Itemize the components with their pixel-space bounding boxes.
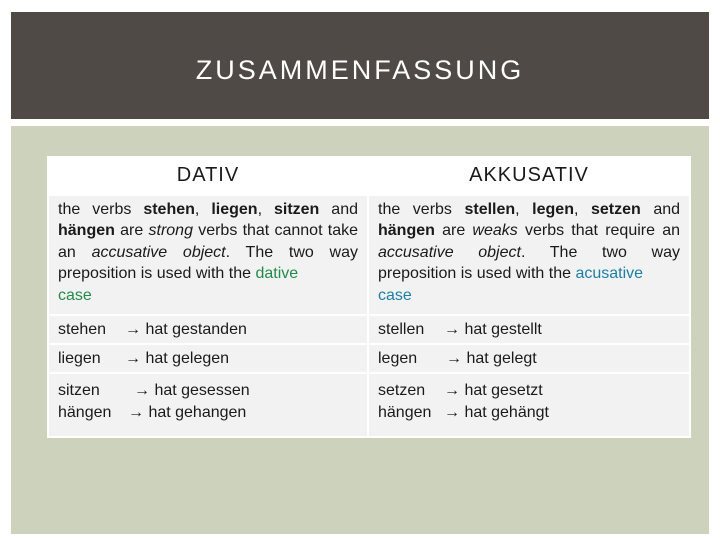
verb: setzen: [378, 382, 426, 400]
title-bar: [11, 12, 709, 119]
perfect-form: → hat gestanden: [125, 320, 247, 338]
verb: legen: [378, 349, 418, 367]
verb: stellen: [378, 320, 425, 338]
header-akkusativ: AKKUSATIV: [369, 158, 689, 194]
verb: stehen: [58, 320, 107, 338]
perfect-form: → hat gehängt: [444, 403, 549, 421]
verb-row-last: [49, 374, 689, 436]
dative-word: dative: [255, 265, 299, 283]
accusative-case-word: case: [378, 286, 412, 304]
akkusativ-cell: [369, 316, 689, 343]
perfect-form: → hat gelegen: [125, 349, 230, 367]
dativ-description: the verbs stehen, liegen, sitzen and hängen are strong verbs that cannot take an accusative object. The two way preposition is used with the dative case: [49, 196, 367, 314]
perfect-form: → hat gehangen: [128, 403, 247, 421]
verb: hängen: [58, 403, 112, 421]
dative-case-word: case: [58, 286, 92, 304]
perfect-form: → hat gestellt: [444, 320, 542, 338]
verb: hängen: [378, 403, 432, 421]
verb-row: [49, 345, 689, 372]
dativ-cell: [49, 345, 367, 372]
verb: liegen: [58, 349, 101, 367]
perfect-form: → hat gelegt: [446, 349, 537, 367]
verb: sitzen: [58, 382, 100, 400]
header-row: [49, 158, 689, 194]
verb-row: [49, 316, 689, 343]
akkusativ-cell: [369, 345, 689, 372]
slide-title: ZUSAMMENFASSUNG: [195, 55, 525, 85]
perfect-form: → hat gesessen: [134, 382, 250, 400]
dativ-cell: [49, 316, 367, 343]
dativ-cell: [49, 374, 367, 436]
akkusativ-cell: [369, 374, 689, 436]
perfect-form: → hat gesetzt: [444, 382, 543, 400]
description-row: [49, 196, 689, 314]
grammar-table: [47, 156, 691, 438]
accusative-word: acusative: [575, 265, 644, 283]
header-dativ: DATIV: [49, 158, 367, 194]
akkusativ-description: the verbs stellen, legen, setzen and hängen are weaks verbs that require an accusative object. The two way preposition is used with the acusative case: [369, 196, 689, 314]
